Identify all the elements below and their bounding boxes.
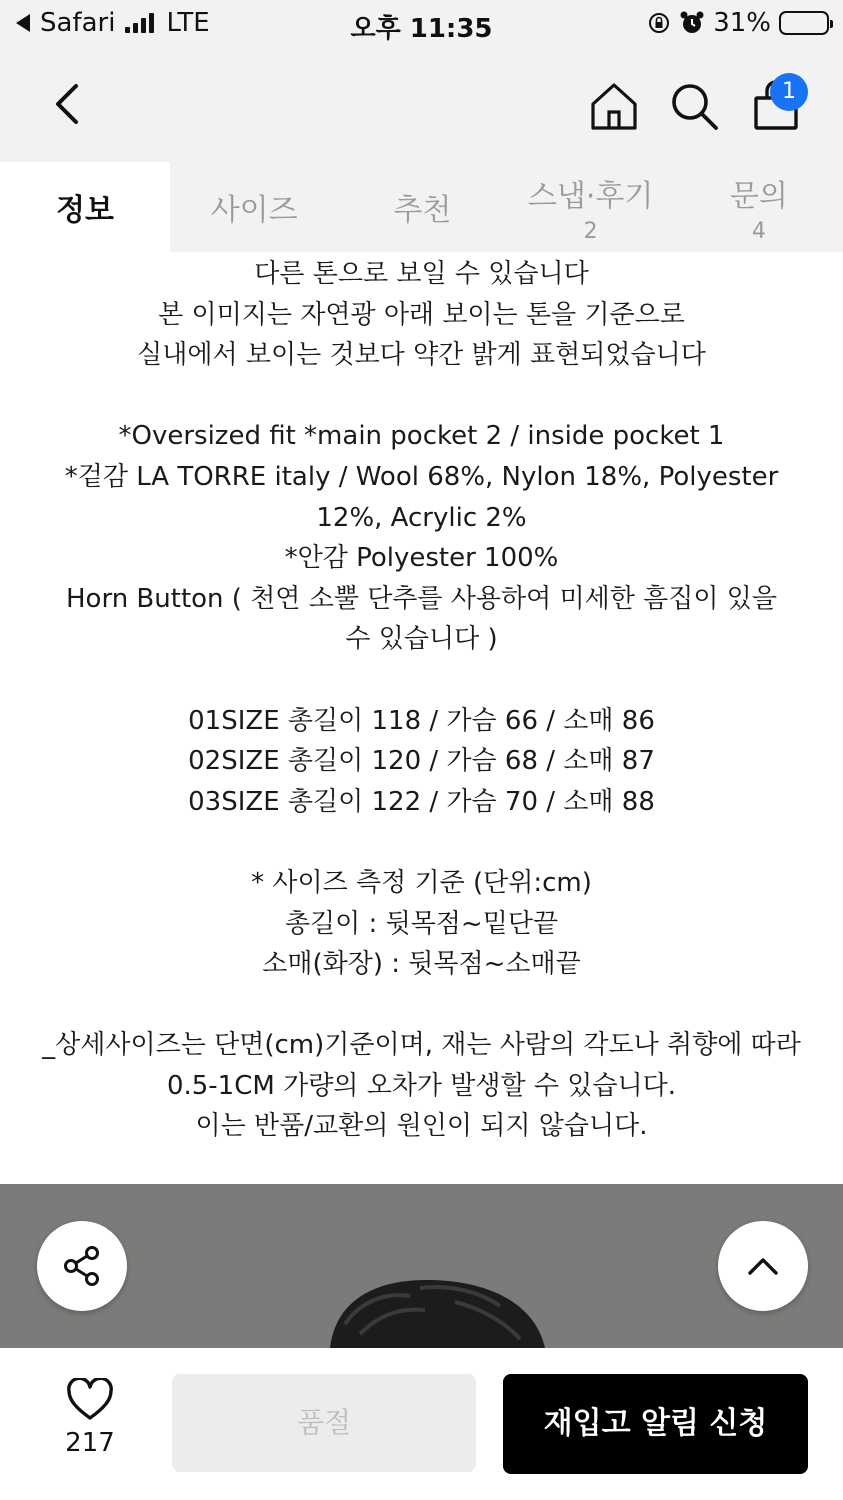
share-button[interactable]: [37, 1221, 127, 1311]
back-chevron-icon[interactable]: [48, 80, 88, 128]
tab-info[interactable]: [0, 162, 170, 252]
rotation-lock-icon: [647, 11, 671, 35]
tab-size[interactable]: [170, 162, 338, 252]
tab-label: 추천: [393, 193, 452, 228]
scroll-top-button[interactable]: [718, 1221, 808, 1311]
chevron-up-icon: [745, 1254, 781, 1278]
tab-inquiry[interactable]: [675, 162, 843, 252]
size-table-text: 01SIZE 총길이 118 / 가슴 66 / 소매 86 02SIZE 총길이 120 / 가슴 68 / 소매 87 03SIZE 총길이 122 / 가슴 70 / 소매 88: [188, 705, 655, 817]
tab-label: 스냅·후기: [527, 178, 654, 214]
battery-label: 31%: [713, 8, 771, 38]
tab-recommend[interactable]: [338, 162, 506, 252]
material-info: *Oversized fit *main pocket 2 / inside pocket 1 *겉감 LA TORRE italy / Wool 68%, Nylon 18%, Polyester 12%, Acrylic 2% *안감 Polyester 100% Horn Button ( 천연 소뿔 단추를 사용하여 미세한 흠집이 있을 수 있습니다 ): [64, 421, 779, 655]
share-icon: [60, 1244, 104, 1288]
status-time: 오후 11:35: [350, 14, 493, 44]
alarm-icon: [679, 10, 705, 36]
search-icon[interactable]: [666, 78, 722, 134]
status-right: [647, 8, 829, 38]
tab-count: 2: [583, 218, 598, 244]
back-app-label: Safari: [40, 8, 116, 38]
like-count: 217: [65, 1428, 115, 1458]
tab-label: 문의: [729, 178, 788, 214]
nav-bar: [0, 48, 843, 162]
restock-alert-button[interactable]: 재입고 알림 신청: [503, 1374, 808, 1474]
tab-label: 정보: [56, 193, 114, 228]
soldout-button: 품절: [172, 1374, 476, 1472]
network-label: LTE: [166, 8, 210, 38]
battery-icon: [779, 11, 829, 35]
measure-guide: * 사이즈 측정 기준 (단위:cm) 총길이 : 뒷목점~밑단끝 소매(화장) : 뒷목점~소매끝: [251, 867, 592, 980]
tab-snap-review[interactable]: [507, 162, 675, 252]
cart-badge: 1: [770, 73, 808, 111]
tab-count: 4: [751, 218, 766, 244]
status-bar: [0, 0, 843, 48]
tone-note: 다른 톤으로 보일 수 있습니다 본 이미지는 자연광 아래 보이는 톤을 기준으로 실내에서 보이는 것보다 약간 밝게 표현되었습니다: [137, 259, 706, 371]
tab-label: 사이즈: [210, 193, 298, 228]
product-photo: [0, 1184, 843, 1348]
like-button[interactable]: [50, 1378, 130, 1458]
product-description: [0, 252, 843, 1184]
home-icon[interactable]: [586, 78, 642, 134]
heart-icon: [66, 1378, 114, 1422]
tab-bar: [0, 162, 843, 252]
bottom-action-bar: [0, 1348, 843, 1500]
size-notice: _상세사이즈는 단면(cm)기준이며, 재는 사람의 각도나 취향에 따라 0.5-1CM 가량의 오차가 발생할 수 있습니다. 이는 반품/교환의 원인이 되지 않습니다.: [42, 1030, 801, 1142]
